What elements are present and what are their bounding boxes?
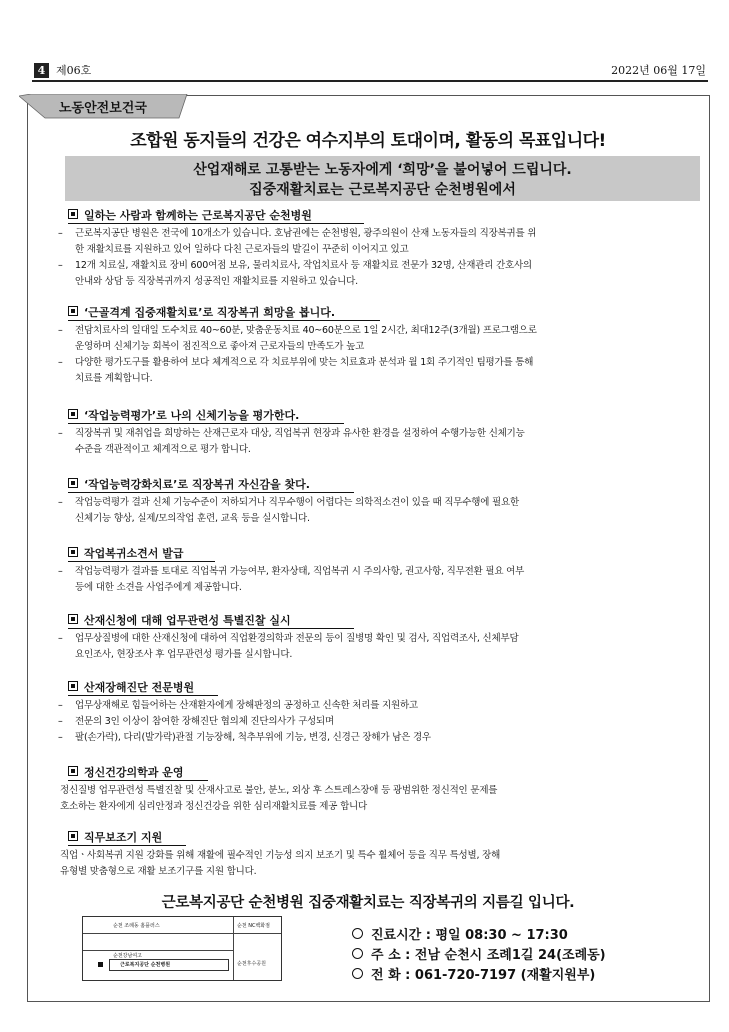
map-label: 순천강남여고 (113, 953, 142, 959)
list-item: – 업무상재해로 힘들어하는 산재환자에게 장해판정의 공정하고 신속한 처리를 지원하고 (58, 700, 418, 711)
address-text: 주 소 : 전남 순천시 조례1길 24(조례동) (371, 948, 606, 963)
list-item: – 업무상질병에 대한 산재신청에 대하여 직업환경의학과 전문의 등이 질병명 확인 및 검사, 직업력조사, 신체부담 요인조사, 현장조사 후 업무관련성 평가를 실시합니다. (58, 633, 519, 660)
square-bullet-icon (68, 766, 78, 776)
map-label: 근로복지공단 순천병원 (120, 962, 171, 968)
section-title (68, 477, 688, 492)
title-underline (68, 320, 380, 321)
section-title (68, 408, 688, 423)
map-road (83, 933, 281, 934)
banner (65, 156, 700, 201)
section-tab (19, 94, 189, 118)
list-item: – 팔(손가락), 다리(발가락)관절 기능장해, 척추부위에 기능, 변경, 신경근 장해가 남은 경우 (58, 732, 431, 743)
square-bullet-icon (68, 831, 78, 841)
banner-line-2: 집중재활치료는 근로복지공단 순천병원에서 (249, 182, 516, 198)
paragraph-line: 정신질병 업무관련성 특별진찰 및 산재사고로 불안, 분노, 외상 후 스트레스장애 등 광범위한 정신적인 문제를 (60, 785, 498, 796)
section-tab-label: 노동안전보건국 (59, 101, 147, 116)
circle-bullet-icon (352, 948, 363, 959)
list-item: – 작업능력평가 결과를 토대로 직업복귀 가능여부, 환자상태, 직업복귀 시 주의사항, 권고사항, 직무전환 필요 여부 등에 대한 소견을 사업주에게 제공합니다. (58, 566, 525, 593)
hours-text: 진료시간 : 평일 08:30 ~ 17:30 (371, 928, 568, 943)
list-item: – 12개 치료실, 재활치료 장비 600여점 보유, 물리치료사, 작업치료사 등 재활치료 전문가 32명, 산재관리 간호사의 안내와 상담 등 직장복귀까지 성공적인 재활치료를 지원하고 있습니다. (58, 260, 532, 287)
list-item: – 근로복지공단 병원은 전국에 10개소가 있습니다. 호남권에는 순천병원, 광주의원이 산재 노동자들의 직장복귀를 위 한 재활치료를 지원하고 있어 일하다 다친 근로자들의 발길이 꾸준히 이어지고 있고 (58, 228, 537, 255)
address-row (352, 946, 606, 966)
title-underline (68, 223, 364, 224)
list-item: – 작업능력평가 결과 신체 기능수준이 저하되거나 직무수행이 어렵다는 의학적소견이 있을 때 직무수행에 필요한 신체기능 향상, 실제/모의작업 훈련, 교육 등을 실시합니다. (58, 497, 519, 524)
section-mental-health (60, 765, 688, 815)
paragraph-line: 호소하는 환자에게 심리안정과 정신건강을 위한 심리재활치료를 제공 합니다 (60, 801, 368, 812)
square-bullet-icon (68, 681, 78, 691)
map-road (233, 917, 234, 980)
section-disability-diagnosis (58, 680, 688, 746)
section-title (68, 680, 688, 695)
section-hospital-intro (58, 208, 688, 290)
circle-bullet-icon (352, 928, 363, 939)
page-number: 4 (34, 63, 49, 78)
headline: 조합원 동지들의 건강은 여수지부의 토대이며, 활동의 목표입니다! (130, 131, 606, 151)
issue-date: 2022년 06월 17일 (611, 64, 706, 77)
square-bullet-icon (68, 409, 78, 419)
map-label: 순천 조례동 홈플러스 (113, 923, 160, 929)
section-musculoskeletal (58, 305, 688, 387)
section-title (68, 546, 688, 561)
phone-text: 전 화 : 061-720-7197 (재활지원부) (371, 968, 596, 983)
paragraph-line: 직업ㆍ사회복귀 지원 강화를 위해 재활에 필수적인 기능성 의지 보조기 및 특수 휠체어 등을 직무 특성별, 장해 (60, 850, 501, 861)
section-title-text: ‘근골격계 집중재활치료’로 직장복귀 희망을 봅니다. (84, 306, 335, 319)
section-work-ability-training (58, 477, 688, 527)
circle-bullet-icon (352, 968, 363, 979)
map-label: 순천 NC백화점 (237, 923, 270, 929)
section-title (68, 613, 688, 628)
section-title-text: 산재장해진단 전문병원 (84, 681, 195, 694)
section-title-text: 직무보조기 지원 (84, 831, 163, 844)
section-title (68, 208, 688, 223)
page-header (32, 63, 708, 79)
title-underline (68, 561, 215, 562)
section-title-text: ‘작업능력강화치료’로 직장복귀 자신감을 찾다. (84, 478, 310, 491)
section-assistive-devices (60, 830, 688, 880)
title-underline (68, 845, 186, 846)
section-return-opinion (58, 546, 688, 596)
section-special-exam (58, 613, 688, 663)
section-title-text: ‘작업능력평가’로 나의 신체기능을 평가한다. (84, 409, 300, 422)
list-item: – 전담치료사의 일대일 도수치료 40~60분, 맞춤운동치료 40~60분으로 1일 2시간, 최대12주(3개월) 프로그램으로 운영하며 신체기능 회복이 점진적으로 좋아져 근로자들의 만족도가 높고 (58, 325, 537, 352)
section-title-text: 일하는 사람과 함께하는 근로복지공단 순천병원 (84, 209, 312, 222)
section-title-text: 정신건강의학과 운영 (84, 766, 184, 779)
square-bullet-icon (68, 614, 78, 624)
section-title (68, 830, 688, 845)
title-underline (68, 492, 354, 493)
section-title-text: 작업복귀소견서 발급 (84, 547, 184, 560)
square-bullet-icon (68, 209, 78, 219)
section-title (68, 305, 688, 320)
square-bullet-icon (68, 547, 78, 557)
hospital-marker (109, 959, 229, 971)
title-underline (68, 628, 354, 629)
paragraph-line: 유형별 맞춤형으로 재활 보조기구를 지원 합니다. (60, 866, 257, 877)
square-bullet-icon (68, 306, 78, 316)
title-underline (68, 423, 344, 424)
location-map (82, 916, 282, 981)
list-item: – 직장복귀 및 재취업을 희망하는 산재근로자 대상, 직업복귀 현장과 유사한 환경을 설정하여 수행가능한 신체기능 수준을 객관적이고 체계적으로 평가 합니다. (58, 428, 525, 455)
title-underline (68, 695, 218, 696)
hours-row (352, 926, 606, 946)
footer-title: 근로복지공단 순천병원 집중재활치료는 직장복귀의 지름길 입니다. (161, 895, 575, 911)
map-label: 순천후수공원 (237, 961, 266, 967)
map-road (83, 950, 233, 951)
list-item: – 전문의 3인 이상이 참여한 장해진단 협의체 진단의사가 구성되며 (58, 716, 334, 727)
issue-number: 제06호 (56, 64, 92, 77)
banner-line-1: 산업재해로 고통받는 노동자에게 ‘희망’을 불어넣어 드립니다. (193, 162, 572, 178)
section-work-ability-eval (58, 408, 688, 458)
contact-info (352, 926, 606, 986)
section-title-text: 산재신청에 대해 업무관련성 특별진찰 실시 (84, 614, 291, 627)
phone-row (352, 966, 606, 986)
list-item: – 다양한 평가도구를 활용하여 보다 체계적으로 각 치료부위에 맞는 치료효과 분석과 월 1회 주기적인 팀평가를 통해 치료를 계획합니다. (58, 357, 534, 384)
header-rule (32, 80, 708, 82)
title-underline (68, 780, 208, 781)
section-title (68, 765, 688, 780)
square-bullet-icon (68, 478, 78, 488)
map-square-icon (98, 962, 103, 967)
